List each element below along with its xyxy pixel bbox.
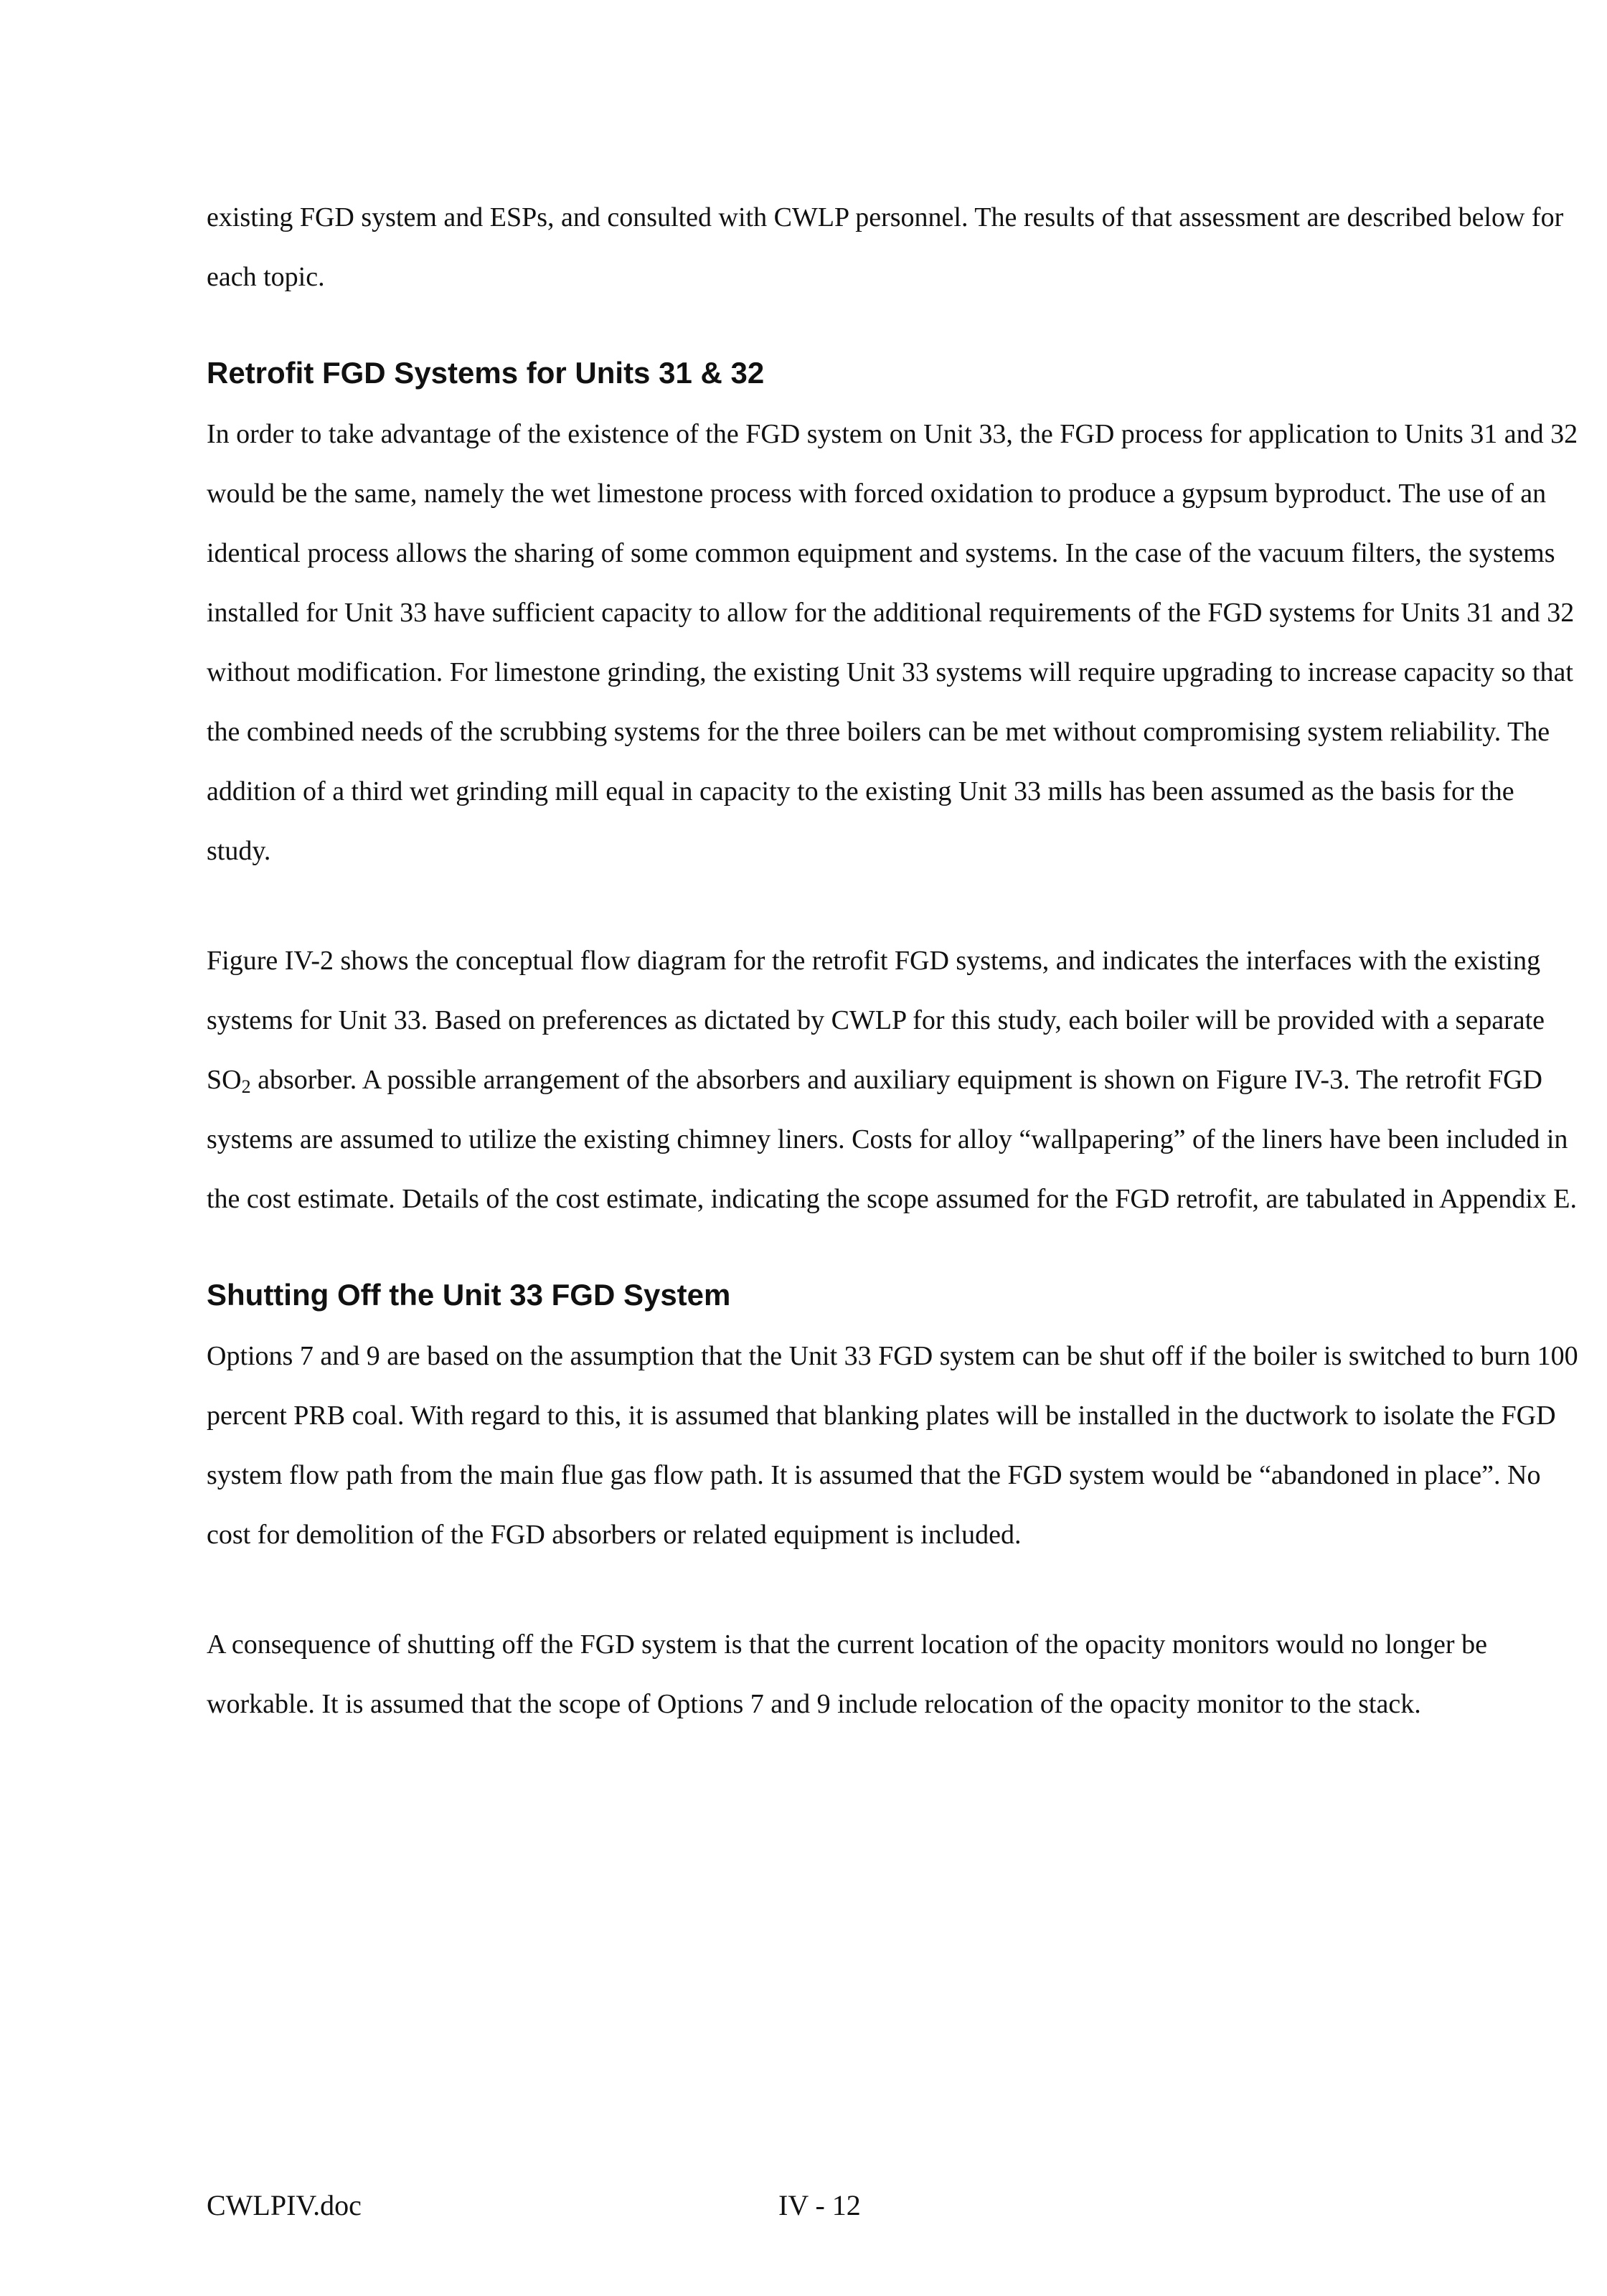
paragraph-flow-diagram-part1: Figure IV-2 shows the conceptual flow diagram for the retrofit FGD systems, and indicates the interfaces with the existing systems for Unit 33. Based on preferences as dictated by CWLP for this study, each boiler will be provided with a separate SO bbox=[207, 946, 1545, 1095]
paragraph-shut-off-assumption: Options 7 and 9 are based on the assumption that the Unit 33 FGD system can be shut off if the boiler is switched to burn 100 percent PRB coal. With regard to this, it is assumed that blanking plates will be installed in the ductwork to isolate the FGD system flow path from the main flue gas flow path. It is assumed that the FGD system would be “abandoned in place”. No cost for demolition of the FGD absorbers or related equipment is included. bbox=[207, 1341, 1578, 1550]
footer-filename: CWLPIV.doc bbox=[207, 2189, 362, 2221]
section-heading-retrofit-fgd: Retrofit FGD Systems for Units 31 & 32 bbox=[207, 356, 765, 390]
section-heading-shutting-off: Shutting Off the Unit 33 FGD System bbox=[207, 1278, 731, 1312]
so2-subscript: 2 bbox=[241, 1076, 251, 1097]
paragraph-retrofit-process: In order to take advantage of the existence of the FGD system on Unit 33, the FGD process for application to Units 31 and 32 would be the same, namely the wet limestone process with forced oxidation to produce a gypsum byproduct. The use of an identical process allows the sharing of some common equipment and systems. In the case of the vacuum filters, the systems installed for Unit 33 have sufficient capacity to allow for the additional requirements of the FGD systems for Units 31 and 32 without modification. For limestone grinding, the existing Unit 33 systems will require upgrading to increase capacity so that the combined needs of the scrubbing systems for the three boilers can be met without compromising system reliability. The addition of a third wet grinding mill equal in capacity to the existing Unit 33 mills has been assumed as the basis for the study. bbox=[207, 419, 1578, 866]
paragraph-flow-diagram bbox=[207, 931, 1584, 1229]
paragraph-intro-continuation: existing FGD system and ESPs, and consulted with CWLP personnel. The results of that assessment are described below for each topic. bbox=[207, 202, 1564, 292]
paragraph-flow-diagram-part2: absorber. A possible arrangement of the absorbers and auxiliary equipment is shown on Figure IV-3. The retrofit FGD systems are assumed to utilize the existing chimney liners. Costs for alloy “wallpapering” of the liners have been included in the cost estimate. Details of the cost estimate, indicating the scope assumed for the FGD retrofit, are tabulated in Appendix E. bbox=[207, 1065, 1578, 1214]
paragraph-opacity-monitor: A consequence of shutting off the FGD system is that the current location of the opacity monitors would no longer be workable. It is assumed that the scope of Options 7 and 9 include relocation of the opacity monitor to the stack. bbox=[207, 1629, 1487, 1719]
footer-page-number: IV - 12 bbox=[778, 2189, 861, 2221]
document-body bbox=[207, 188, 1584, 1734]
